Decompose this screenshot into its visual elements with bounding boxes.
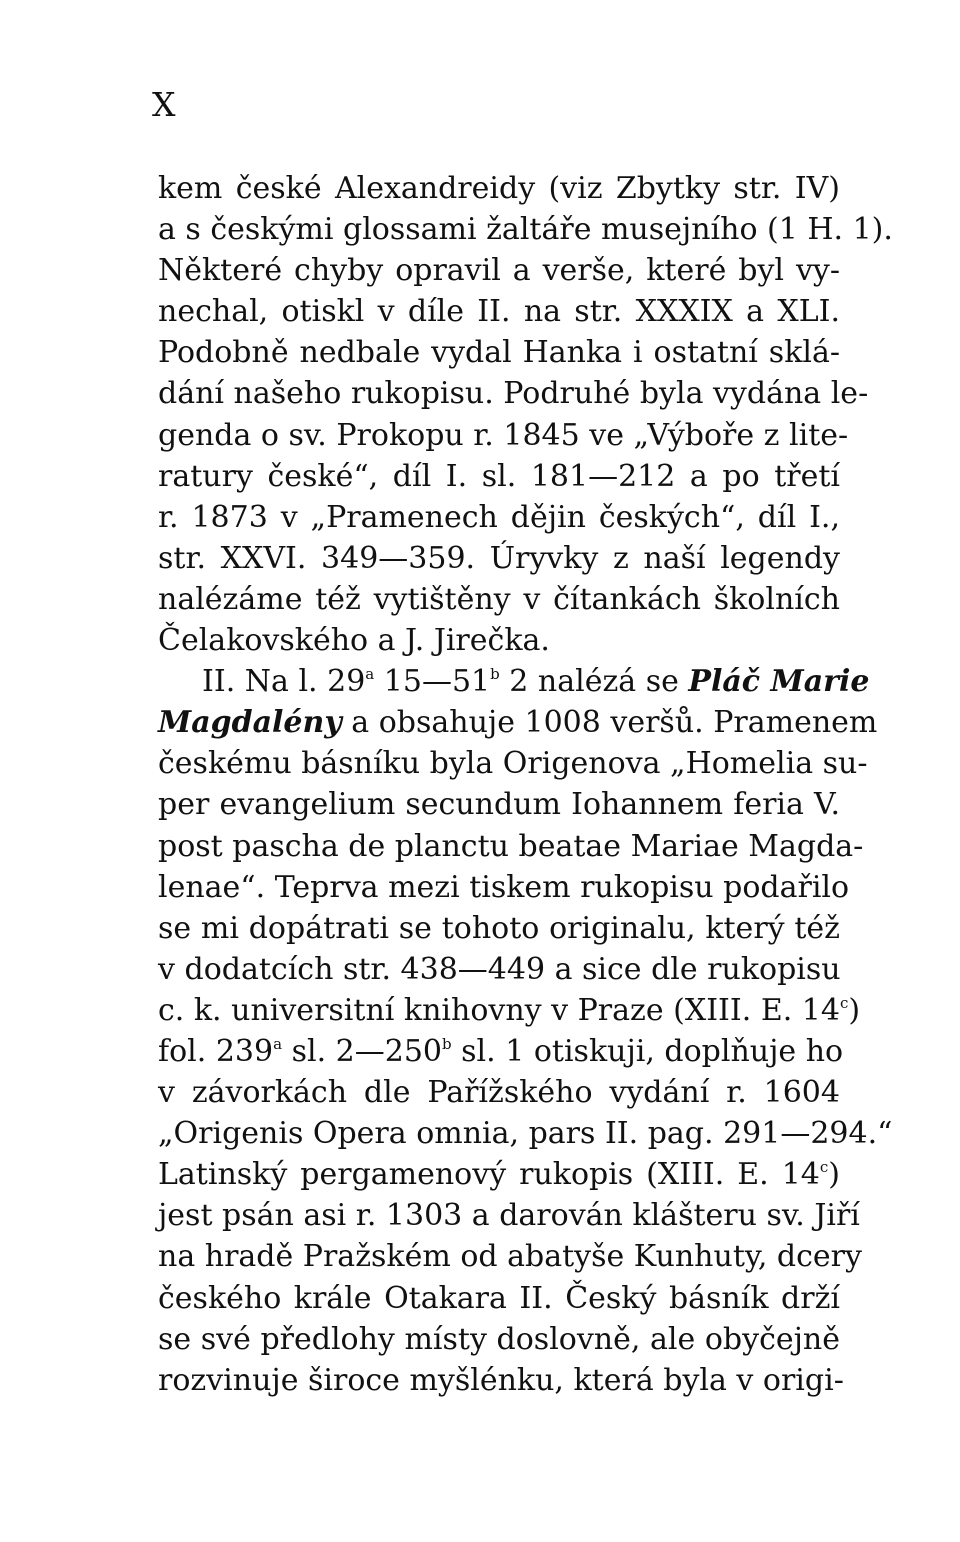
- text-line: r. 1873 v „Pramenech dějin českých“, díl I.,: [158, 499, 840, 535]
- text-line: ratury české“, díl I. sl. 181—212 a po třetí: [158, 458, 840, 494]
- text-segment: 2 nalézá se: [499, 664, 689, 700]
- superscript: c: [839, 993, 849, 1012]
- text-line: post pascha de planctu beatae Mariae Magda-: [158, 828, 864, 864]
- superscript: a: [365, 665, 375, 684]
- work-title: Magdalény: [158, 705, 342, 741]
- text-line: českého krále Otakara II. Český básník drží: [158, 1280, 840, 1316]
- text-segment: sl. 2—250: [282, 1033, 442, 1069]
- text-line: jest psán asi r. 1303 a darován klášteru sv. Jiří: [158, 1198, 860, 1234]
- text-line: se své předlohy místy doslovně, ale obyčejně: [158, 1321, 840, 1357]
- text-line: se mi dopátrati se tohoto originalu, který též: [158, 910, 840, 946]
- superscript: b: [490, 665, 500, 684]
- text-line: Čelakovského a J. Jirečka.: [158, 623, 550, 659]
- text-line: [158, 1031, 844, 1072]
- superscript: b: [442, 1034, 452, 1053]
- work-title: Pláč Marie: [688, 664, 870, 700]
- superscript: c: [819, 1158, 829, 1177]
- body-text: [158, 168, 893, 1401]
- text-line: rozvinuje široce myšlénku, která byla v origi-: [158, 1362, 844, 1398]
- text-line: lenae“. Teprva mezi tiskem rukopisu podařilo: [158, 869, 850, 905]
- text-line: na hradě Pražském od abatyše Kunhuty, dcery: [158, 1239, 862, 1275]
- text-line: dání našeho rukopisu. Podruhé byla vydána le-: [158, 376, 869, 412]
- text-line: a s českými glossami žaltáře musejního (1 H. 1).: [158, 212, 893, 248]
- text-line: českému básníku byla Origenova „Homelia su-: [158, 746, 868, 782]
- text-line: per evangelium secundum Iohannem feria V.: [158, 787, 840, 823]
- text-line: v závorkách dle Pařížského vydání r. 1604: [158, 1075, 840, 1111]
- text-segment: ): [848, 992, 861, 1028]
- text-line: nechal, otiskl v díle II. na str. XXXIX a XLI.: [158, 294, 840, 330]
- text-segment: fol. 239: [158, 1033, 274, 1069]
- text-line: Podobně nedbale vydal Hanka i ostatní sklá-: [158, 335, 840, 371]
- text-line: „Origenis Opera omnia, pars II. pag. 291—294.“: [158, 1116, 893, 1152]
- text-segment: Latinský pergamenový rukopis (XIII. E. 14: [158, 1157, 820, 1193]
- text-segment: sl. 1 otiskuji, doplňuje ho: [451, 1033, 844, 1069]
- text-line: Některé chyby opravil a verše, které byl vy-: [158, 253, 840, 289]
- text-line: str. XXVI. 349—359. Úryvky z naší legendy: [158, 540, 840, 576]
- text-line: kem české Alexandreidy (viz Zbytky str. IV): [158, 171, 840, 206]
- text-line: v dodatcích str. 438—449 a sice dle rukopisu: [158, 951, 841, 987]
- text-segment: 15—51: [374, 664, 491, 700]
- text-line: [158, 702, 878, 743]
- superscript: a: [273, 1034, 283, 1053]
- text-segment: II. Na l. 29: [202, 664, 366, 700]
- text-line: [158, 990, 861, 1031]
- text-segment: a obsahuje 1008 veršů. Pramenem: [341, 705, 878, 741]
- text-line: nalézáme též vytištěny v čítankách školních: [158, 581, 840, 617]
- text-line: [158, 661, 870, 702]
- page-number: X: [152, 85, 176, 124]
- text-line: [158, 1154, 840, 1195]
- text-segment: c. k. universitní knihovny v Praze (XIII. E. 14: [158, 992, 840, 1028]
- text-segment: ): [828, 1157, 840, 1193]
- text-line: genda o sv. Prokopu r. 1845 ve „Výboře z lite-: [158, 417, 849, 453]
